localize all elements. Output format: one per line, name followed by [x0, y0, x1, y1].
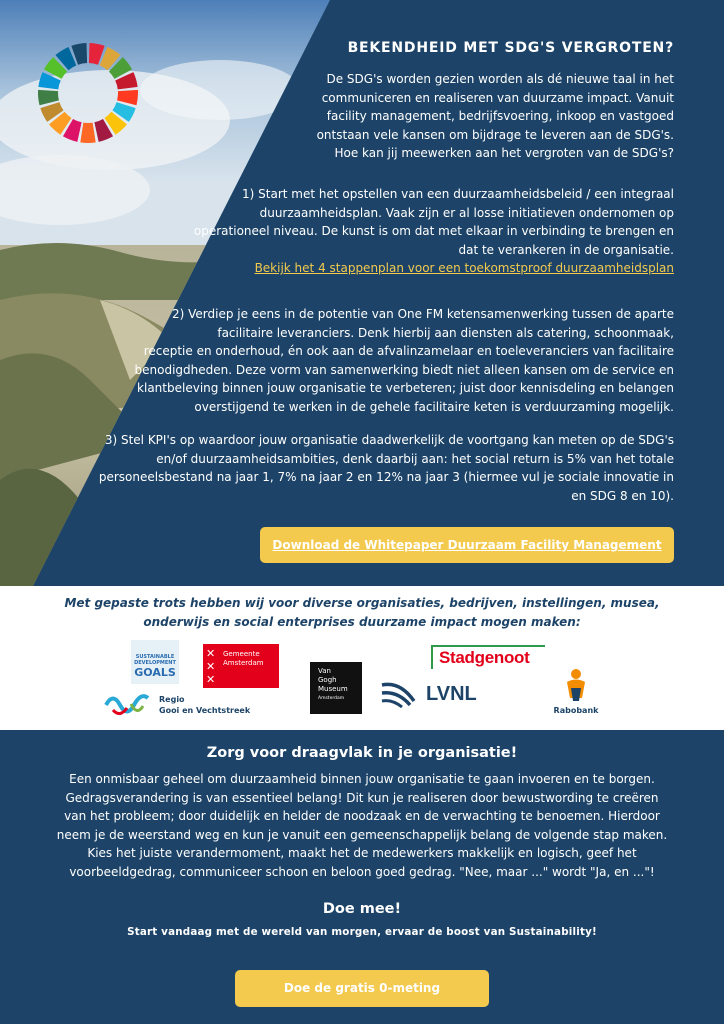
page-heading: BEKENDHEID MET SDG'S VERGROTEN?	[347, 40, 674, 56]
sdg-wheel-segment	[38, 90, 59, 105]
sdg-wheel-icon	[37, 42, 139, 144]
vangogh-line-1: Van	[318, 667, 331, 675]
regio-line-2: Gooi en Vechtstreek	[159, 706, 251, 715]
clients-intro: Met gepaste trots hebben wij voor diverse organisaties, bedrijven, instellingen, musea, onderwijs en social enterprises duurzame impact mogen maken:	[64, 596, 660, 629]
sdg-logo-line-2: DEVELOPMENT	[134, 660, 176, 666]
lvnl-logo	[380, 675, 490, 715]
vangogh-line-2: Gogh	[318, 676, 337, 684]
van-gogh-museum-logo	[310, 662, 362, 714]
step-1-paragraph: 1) Start met het opstellen van een duurzaamheidsbeleid / een integraal duurzaamheidsplan. Vaak zijn er al losse initiatieven ondernomen op operationeel niveau. De kunst is om dat met elkaar in verbinding te brengen en dat te verankeren in de organisatie.	[193, 187, 674, 257]
regio-line-1: Regio	[159, 695, 185, 704]
rabobank-text: Rabobank	[553, 706, 599, 715]
sdg-goals-logo	[131, 640, 179, 684]
amsterdam-line-2: Amsterdam	[223, 659, 264, 667]
sdg-logo-line-1: SUSTAINABLE	[135, 654, 175, 660]
rabobank-figure-icon	[561, 668, 591, 702]
regio-wave-icon	[103, 690, 153, 720]
vangogh-line-3: Museum	[318, 685, 348, 693]
amsterdam-line-1: Gemeente	[223, 650, 260, 658]
free-assessment-button[interactable]: Doe de gratis 0-meting	[235, 970, 489, 1007]
regio-gooi-logo	[103, 688, 263, 724]
sdg-wheel-segment	[80, 123, 95, 143]
support-heading: Zorg voor draagvlak in je organisatie!	[206, 745, 518, 761]
stadgenoot-text: Stadgenoot	[439, 648, 530, 667]
vangogh-line-4: Amsterdam	[318, 696, 345, 701]
support-paragraph: Een onmisbaar geheel om duurzaamheid binnen jouw organisatie te gaan invoeren en te borgen. Gedragsverandering is van essentieel belang! Dit kun je realiseren door bewustwording te creëren van het probleem; door duidelijk en helder de noodzaak en de verwachting te benoemen. Hierdoor neem je de weerstand weg en kun je vanuit een gemeenschappelijk belang de volgende stap maken. Kies het juiste verandermoment, maakt het de medewerkers makkelijk en logisch, geef het voorbeeldgedrag, communiceer schoon en beloon goed gedrag. "Nee, maar ..." wordt "Ja, en ..."!	[56, 772, 668, 879]
lvnl-text: LVNL	[426, 683, 477, 705]
gemeente-amsterdam-logo	[203, 644, 279, 688]
amsterdam-crosses-icon: ✕ ✕ ✕	[206, 647, 216, 686]
lvnl-swoosh-icon	[380, 677, 416, 709]
download-whitepaper-button[interactable]: Download de Whitepaper Duurzaam Facility Management	[260, 527, 674, 563]
step-2-paragraph: 2) Verdiep je eens in de potentie van One FM ketensamenwerking tussen de aparte facilitaire leveranciers. Denk hierbij aan diensten als catering, schoonmaak, receptie en onderhoud, én ook aan de afvalinzamelaar en toeleveranciers van facilitaire benodigdheden. Deze vorm van samenwerking biedt niet alleen kansen om de service en klantbeleving binnen jouw organisatie te verbeteren; juist door kennisdeling en belangen overstijgend te werken in de gehele facilitaire keten is verduurzaming mogelijk.	[134, 307, 674, 414]
cta-subtitle: Start vandaag met de wereld van morgen, ervaar de boost van Sustainability!	[127, 926, 597, 938]
stappenplan-link[interactable]: Bekijk het 4 stappenplan voor een toekomstproof duurzaamheidsplan	[254, 261, 674, 275]
cta-heading: Doe mee!	[322, 901, 402, 917]
stadgenoot-logo	[431, 645, 545, 669]
intro-paragraph: De SDG's worden gezien worden als dé nieuwe taal in het communiceren en realiseren van duurzame impact. Vanuit facility management, bedrijfsvoering, inkoop en vastgoed ontstaan vele kansen om bijdrage te leveren aan de SDG's. Hoe kan jij meewerken aan het vergroten van de SDG's?	[316, 72, 674, 161]
sdg-logo-line-3: GOALS	[134, 666, 176, 679]
rabobank-logo	[551, 668, 601, 720]
step-3-paragraph: 3) Stel KPI's op waardoor jouw organisatie daadwerkelijk de voortgang kan meten op de SDG's en/of duurzaamheidsambities, denk daarbij aan: het social return is 5% van het totale personeelsbestand na jaar 1, 7% na jaar 2 en 12% na jaar 3 (hiermee vul je sociale innovatie in en SDG 8 en 10).	[98, 433, 674, 503]
sdg-wheel-segment	[117, 90, 138, 105]
